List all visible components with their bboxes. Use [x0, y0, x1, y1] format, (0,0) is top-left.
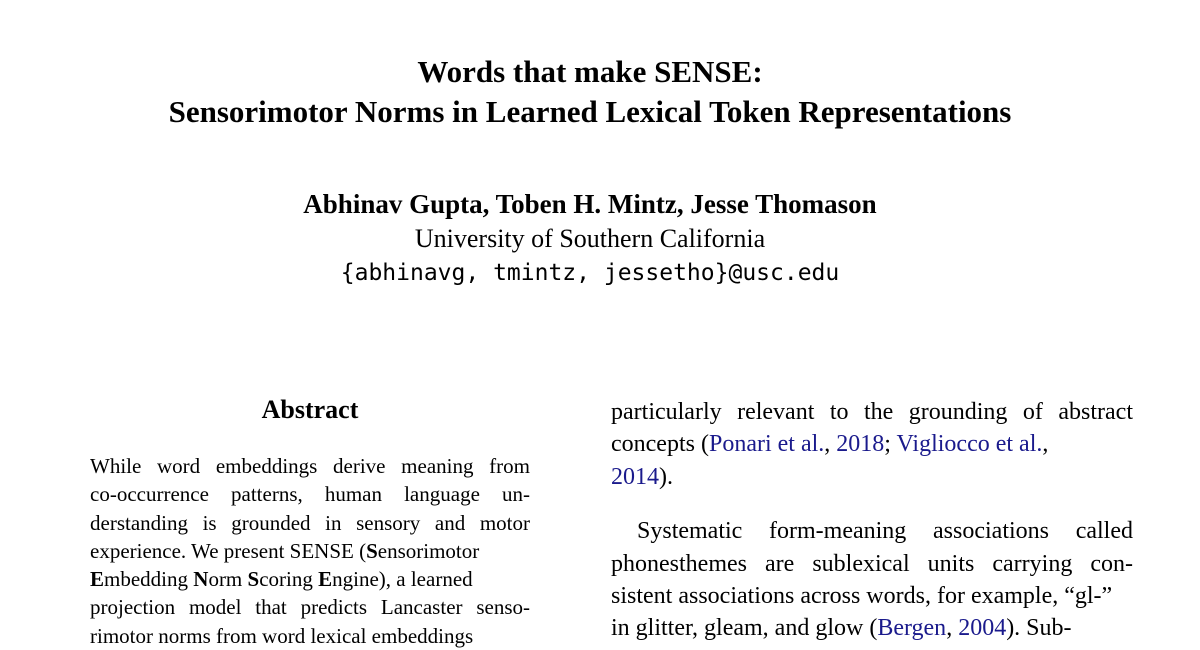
acronym-letter: E: [90, 567, 105, 592]
body-text-run: concepts (: [611, 431, 709, 458]
author-list: Abhinav Gupta, Toben H. Mintz, Jesse Thomason: [303, 189, 877, 219]
abstract-text-run: ngine), a learned: [332, 567, 473, 592]
title-line-2: Sensorimotor Norms in Learned Lexical Token Representations: [168, 94, 1012, 129]
paper-title: [0, 52, 1180, 132]
abstract-text: [90, 452, 530, 650]
body-line: particularly relevant to the grounding of abstract: [611, 399, 1133, 425]
author-email: {abhinavg, tmintz, jessetho}@usc.edu: [340, 260, 840, 286]
abstract-text-run: orm: [208, 567, 248, 592]
citation-year-link[interactable]: 2014: [611, 463, 659, 490]
citation-link[interactable]: Bergen: [877, 615, 947, 642]
body-line: Systematic form-meaning associations called: [637, 518, 1133, 545]
body-line: [611, 612, 1133, 644]
abstract-heading: Abstract: [261, 395, 359, 424]
acronym-letter: E: [318, 567, 333, 592]
abstract-text-run: experience. We present SENSE (: [90, 538, 367, 563]
acronym-letter: N: [193, 567, 209, 592]
body-line: [611, 428, 1133, 460]
body-text-run: in glitter, gleam, and glow (: [611, 615, 878, 642]
acronym-letter: S: [247, 567, 260, 592]
body-line: [611, 461, 1133, 493]
citation-link[interactable]: Ponari et al.: [708, 431, 825, 458]
paragraph-gap: [611, 493, 1133, 515]
abstract-line: rimotor norms from word lexical embeddings: [90, 623, 474, 648]
abstract-line: [90, 537, 530, 565]
abstract-line: While word embeddings derive meaning from: [90, 454, 530, 478]
abstract-text-run: ensorimotor: [377, 538, 480, 563]
abstract-text-run: mbedding: [104, 567, 194, 592]
citation-year-link[interactable]: 2004: [958, 615, 1007, 642]
body-column-right: [611, 396, 1133, 645]
body-text-run: ,: [946, 615, 959, 642]
abstract-line: [90, 565, 530, 593]
title-line-1: Words that make SENSE:: [417, 54, 763, 89]
citation-year-link[interactable]: 2018: [836, 431, 885, 458]
acronym-letter: S: [366, 538, 378, 563]
body-line: phonesthemes are sublexical units carrying con-: [611, 550, 1133, 577]
abstract-line: co-occurrence patterns, human language un-: [90, 482, 530, 507]
body-text-run: ;: [884, 431, 897, 458]
body-text-run: ,: [824, 431, 837, 458]
citation-link[interactable]: Vigliocco et al.: [896, 431, 1043, 458]
abstract-text-run: coring: [259, 567, 319, 592]
body-text-run: ). Sub-: [1006, 615, 1072, 642]
body-line: sistent associations across words, for example, “gl-”: [611, 582, 1113, 609]
body-text-run: ).: [659, 463, 673, 490]
abstract-line: projection model that predicts Lancaster senso-: [90, 595, 530, 620]
affiliation: University of Southern California: [414, 224, 766, 253]
body-text-run: ,: [1042, 431, 1049, 458]
abstract-line: derstanding is grounded in sensory and motor: [90, 510, 530, 535]
